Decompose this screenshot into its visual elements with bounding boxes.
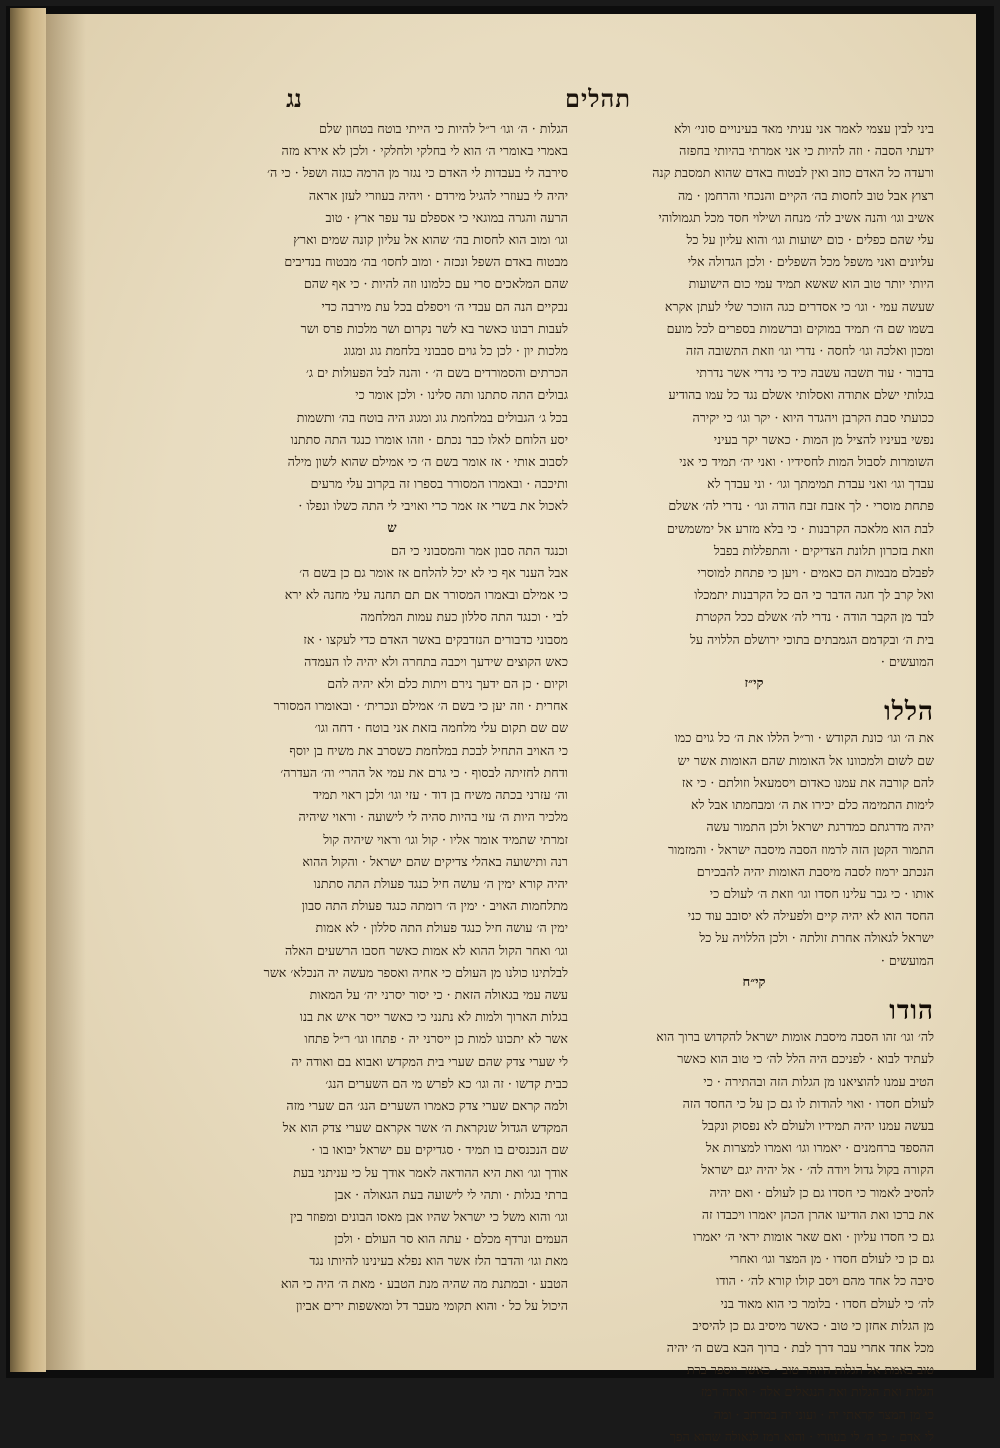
text-line: אשיב וגו׳ והנה אשיב לה׳ מנחה ושילוי חסד מכל תגמולוהי <box>658 209 934 225</box>
text-line: מלכות יון · לכן כל גוים סבבוני בלחמת גוג ומגוג <box>343 343 568 359</box>
text-line: לה׳ כי לעולם חסדו · בלומר כי הוא מאוד בני <box>720 1295 934 1311</box>
right-column-text-b <box>574 727 934 971</box>
text-line: יהיה מדרגתם כמדרגת ישראל ולכן התמור עשה <box>706 819 934 835</box>
text-line: ורעדה כל האדם כוזב ואין לבטוח באדם שהוא תמסבת קנה <box>652 165 934 181</box>
text-line: ומכון ואלכה וגו׳ לחסה · נדרי וגו׳ וזאת התשובה הזה <box>685 343 934 359</box>
text-line: הרעה והגרה במוגאי כי אספלם עד עפר ארץ · טוב <box>325 209 568 225</box>
text-line: אחרית · וזה יען כי בשם ה׳ אמילם ונכרית׳ · ובאומרו המסורר <box>273 698 568 714</box>
running-title: תהלים <box>565 84 631 113</box>
text-line: את ה׳ וגו׳ כונת הקודש · ור״ל הללו את ה׳ כל גוים כמו <box>674 730 934 746</box>
left-column <box>216 118 568 1317</box>
text-line: ותיכבה · ובאמרו המסורר בספרו זה בקרוב עלי מרעים <box>310 476 568 492</box>
text-line: גם כן כי לעולם חסדו · מן המצר וגו׳ ואחרי <box>729 1251 934 1267</box>
text-line: הנכתב ירמוז לסבה מיסבת האומות יהיה להבכירם <box>696 863 934 879</box>
text-line: וקיום · כן הם ידעך נירם ויתות כלם ולא יהיה להם <box>327 676 568 692</box>
text-line: ביני לבין עצמי לאמר אני עניתי מאד בעינויים סוני׳ ולא <box>673 121 934 136</box>
folio-number: נג <box>286 84 302 113</box>
text-line: העמים ונרדף מכלם · עתה הוא סר העולם · ולכן <box>334 1231 568 1247</box>
text-line: ודחת לחזיתה לבסוף · כי גרם את עמי אל ההרי׳ וה׳ העדרה׳ <box>280 764 568 780</box>
text-line: אותו · כי גבר עלינו חסדו וגו׳ וזאת ה׳ לעולם כי <box>709 885 934 901</box>
text-line: לי אדם · כי ה׳ לי בעוזרי · והוא רמז לגאולה שהוא הפך <box>669 1428 934 1444</box>
text-line: לבי · וכנגד התה סללון כעת עמות המלחמה <box>360 609 568 625</box>
text-line: שם הנכנסים בו תמיד · סגדיקים עם ישראל יבואו בו · <box>311 1142 568 1158</box>
text-line: יהיה לי בעוזרי להגיל מירדם · ויהיה בעוזרי לעזן אראה <box>308 187 568 203</box>
text-line: שהם המלאכים סרי עם כלמונו וזה להיות · כי אף שהם <box>303 276 568 292</box>
text-line: לימות התמימה כלם יכירו את ה׳ ומבחמתו אבל לא <box>691 797 934 813</box>
text-line: בשמו שם ה׳ תמיד במוקים וברשמות בספרים לכל מועם <box>666 320 934 336</box>
text-line: שעשה עמי · וגו׳ כי אסדרים כגה הזוכר שלי לעתן אקרא <box>664 298 934 314</box>
text-line: עלי שהם כפלים · כום ישועות וגו׳ והוא עליון על כל <box>686 232 934 248</box>
text-line: הגלות · ה׳ וגו׳ ר״ל להיות כי הייתי בוטח בטחון שלם <box>319 121 568 136</box>
psalm-number-117: קי״ז <box>744 676 764 692</box>
text-line: ישראל לגאולה אחרת זולתה · ולכן הללויה על כל <box>699 930 934 946</box>
text-line: בכל ג׳ הגבולים במלחמת גוג ומגוג היה בוטח בה׳ ותשמות <box>296 409 568 425</box>
text-line: טוב באמת אל הגלות היותר טוב · כאשר ייספר ברת <box>686 1362 934 1378</box>
text-line: אודך וגו׳ ואת היא ההודאה לאמר אודך על כי עניתני בעת <box>293 1164 568 1180</box>
text-line: מבטוח באדם השפל ונכזה · ומוב לחסו׳ בה׳ מבטוח בנדיבים <box>284 254 568 270</box>
book-edge <box>10 8 46 1372</box>
text-line: היכול על כל · והוא תקומי מעבר דל ומאשפות ירים אביון <box>295 1297 568 1313</box>
text-line: בגלות הארוך ולמות לא נתנני כי כאשר ייסר איש את בנו <box>299 1009 568 1025</box>
text-line: בדבור · עוד תשבה עשבה כיד כי נדרי אשר נדרתי <box>696 365 934 381</box>
text-line: עשה עמי בגאולה הזאת · כי יסור יסרני יה׳ על המאות <box>309 986 568 1002</box>
text-line: כי האויב התחיל לבכת במלחמת כשסרב את משיח בן יוסף <box>289 742 568 758</box>
text-line: רצוץ אבל טוב לחסות בה׳ הקיים והנכחי והרחמן · מה <box>677 187 934 203</box>
text-line: אשר לא יתכונו למות כן ייסרני יה · פתחו וגו׳ ר״ל פתחו <box>304 1031 568 1047</box>
text-line: להם קורבה את עמנו כאדום ויסמעאל וזולתם · כי אז <box>681 774 934 790</box>
text-line: גבולים התה סתתנו ותה סלינו · ולכן אומר כי <box>355 387 568 403</box>
text-line: את ברכו ואת הודיעו אהרן הכהן יאמרו ויכבדו זה <box>701 1206 934 1222</box>
text-line: רנה ותישועה באהלי צדיקים שהם ישראל · והקול ההוא <box>302 853 568 869</box>
text-line: סיבה כל אחד מהם ויסב קולו קורא לה׳ · הודו <box>716 1273 934 1289</box>
left-column-text-a <box>216 118 568 518</box>
text-line: הטבע · ובמתנת מה שהיה מנת הטבע · מאת ה׳ היה כי הוא <box>280 1275 568 1291</box>
text-line: לבד מן הקבר הודה · נדרי לה׳ אשלם ככל הקטרת <box>695 609 934 625</box>
text-line: ימין ה׳ עושה חיל כנגד פעולת התה סללון · לא אמות <box>315 920 568 936</box>
text-line: מאת וגו׳ והדבר הלז אשר הוא נפלא בעינינו להיותו נגד <box>309 1253 568 1269</box>
text-line: מסבוני כדבורים הנזדבקים באשר האדם כדי לעקצו · אז <box>303 631 568 647</box>
section-heading-hallelu: הללו <box>884 697 934 728</box>
text-line: המקדש הגדול שנקראת ה׳ אשר אקראם שערי צדק הוא אל <box>282 1120 568 1136</box>
text-line: לפבלם מבמות הם כאמים · ויען כי פתחת למוסרי <box>697 565 934 581</box>
text-line: וגו׳ ומוב הוא לחסות בה׳ שהוא אל עליון קונה שמים וארץ <box>293 232 568 248</box>
text-line: ככועתי סבת הקרבן ויהגדר היוא · יקר וגו׳ כי יקירה <box>692 409 934 425</box>
psalm-number-118: קי״ח <box>742 974 766 990</box>
text-line: עבדך וגו׳ ואני עבדת תמימתך וגו׳ · וני עבדך לא <box>707 476 934 492</box>
text-line: ואל קרב לך חגה הדבר כי הם כל הקרבנות יתמכלו <box>694 587 934 603</box>
text-line: היותי יותר טוב הוא שאשא תמיד עמי כום הישועות <box>688 276 934 292</box>
text-line: לי שערי צדק שהם שערי בית המקדש ואבוא בם ואודה יה <box>291 1053 568 1069</box>
stanza-mark: ש <box>387 520 397 536</box>
text-line: המועשים · <box>880 653 934 669</box>
text-line: לעבות רבונו כאשר בא לשר נקרום ושר מלכות פרס ושר <box>300 320 568 336</box>
text-line: ידעתי הסבה · וזה להיות כי אני אמרתי בהיותי בחפזה <box>679 143 934 159</box>
gutter-shadow <box>46 14 86 1370</box>
text-line: בעשה עמנו יהיה תמידיו ולעולם לא נפסוק ונקבל <box>702 1117 934 1133</box>
text-line: לאכול את בשרי אז אמר כרי ואויבי לי התה כשלו ונפלו · <box>298 498 568 514</box>
text-line: הטיב עמנו להוציאנו מן הגלות הזה ובהתירה · כי <box>703 1073 934 1089</box>
text-line: מתלחמות האויב · ימין ה׳ רומתה כנגד פעולת התה סבון <box>301 898 568 914</box>
text-line: המועשים · <box>880 952 934 968</box>
text-line: וגו׳ ואחר הקול ההוא לא אמות כאשר חסבו הרשעים האלה <box>285 942 568 958</box>
text-line: לבת הוא מלאכה הקרבנות · כי בלא מזרע אל ימשמשים <box>666 520 934 536</box>
text-line: לסבוב אותי · אז אומר בשם ה׳ כי אמילם שהוא לשון מילה <box>287 454 568 470</box>
text-line: סירבה לי בעבדות לי האדם כי נגזר מן הרמה כגזה ושפל · כי ה׳ <box>267 165 568 181</box>
text-line: אבל הענר אף כי לא יכל להלחם אז אומר גם כן בשם ה׳ <box>299 565 568 581</box>
text-line: וגו׳ והוא משל כי ישראל שהיו אבן מאסו הבונים ומפוזר בין <box>290 1208 568 1224</box>
text-line: וכנגד התה סבון אמר והמסבוני כי הם <box>390 542 568 558</box>
text-line: השומרות לסבול המות לחסידיו · ואני יה׳ תמיד כי אני <box>679 454 934 470</box>
text-line: גם כי חסדו עליון · ואם שאר אומות יראי ה׳ יאמרו <box>693 1228 934 1244</box>
text-line: ההספד ברחמנים · יאמרו וגו׳ ואמרו למצרות אל <box>705 1140 934 1156</box>
book-page <box>46 14 976 1444</box>
text-line: הקורה בקול גדול ויודה לה׳ · אל יהיה יגם ישראל <box>701 1162 934 1178</box>
text-line: מלכיר היות ה׳ עזי בהיות סהיה לי לישועה · וראוי שיהיה <box>298 809 568 825</box>
text-line: יסע הלוחם לאלו כבר נכתם · וזהו אומרו כנגד התה סתתנו <box>290 431 568 447</box>
text-line: זמרתי שתמיד אומר אליו · קול וגו׳ וראוי שיהיה קול <box>323 831 568 847</box>
text-line: ולמה קראם שערי צדק כאמרו השערים הנג׳ הם שערי מזה <box>286 1097 568 1113</box>
text-line: לעתיד לבוא · לפניכם היה הלל לה׳ כי טוב הוא כאשר <box>677 1051 934 1067</box>
text-line: הגלות ואת הגלות ואת הנגאלים אלה · ואתה רמז <box>700 1384 934 1400</box>
text-line: שם שם תקום עלי מלחמה בזאת אני בוטח · דחה וגו׳ <box>314 720 568 736</box>
text-line: כבית קדשו · זה וגו׳ כא לפרש מי הם השערים הנג׳ <box>325 1075 568 1091</box>
text-line: ברתי בגלות · ותהי לי לישועה בעת הגאולה · אבן <box>334 1186 568 1202</box>
text-line: פתחת מוסרי · לך אזבח זבח הודה וגו׳ · נדרי לה׳ אשלם <box>668 498 934 514</box>
right-column-text-a <box>574 118 934 673</box>
text-line: וזאת בזכרון תלונת הצדיקים · והתפללות בפבל <box>713 542 934 558</box>
text-line: נפשי בעיניו להציל מן המות · כאשר יקר בעיני <box>713 431 934 447</box>
text-line: באמרי באומרי ה׳ הוא לי בחלקי ולחלקי · ולכן לא אירא מזה <box>281 143 568 159</box>
text-line: לבלתינו כולנו מן העולם כי אחיה ואספר מעשה יה הנכלא׳ אשר <box>263 964 568 980</box>
text-line: החסד הוא לא יהיה קיים ולפעילה לא יסובב עוד כני <box>687 908 934 924</box>
text-line: מן הגלות אחזן כי טוב · כאשר מיסיב גם כן להיסיב <box>692 1317 934 1333</box>
text-line: להסיב לאמור כי חסדו גם כן לעולם · ואם יהיה <box>709 1184 934 1200</box>
section-heading-hodu: הודו <box>889 995 934 1026</box>
right-column-text-c <box>574 1026 934 1448</box>
text-line: הכרתים והסמורדים בשם ה׳ · והנה לבל הפעולות ים ג׳ <box>305 365 568 381</box>
text-line: בגלותי ישלם אתודה ואסלותי אשלם נגד כל עמו בהודיע <box>668 387 934 403</box>
text-line: לה׳ וגו׳ זהו הסבה מיסבת אומות ישראל להקדוש ברוך הוא <box>656 1029 934 1045</box>
text-line: כי מן המצר קראתי יה · ועוני יה במרחב · ומה <box>713 1406 934 1422</box>
text-line: התמור הקטן הזה לרמוז הסבה מיסבה ישראל · והמזמור <box>667 841 934 857</box>
text-line: וה׳ עזרני בכתה משיח בן דוד · עזי וגו׳ ולכן ראוי תמיד <box>312 787 568 803</box>
text-line: עליונים ואני משפל מכל השפלים · ולכן הגדולה אלי <box>687 254 934 270</box>
left-column-text-b <box>216 540 568 1317</box>
text-line: נבקיים הנה הם עבדי ה׳ ויספלם בכל עת מירבה כדי <box>321 298 568 314</box>
text-line: שם לשום ולמכוונו אל האומות שהם האומות אשר יש <box>677 752 934 768</box>
text-line: לעולם חסדו · ואוי להודות לו גם כן על כי החסד הזה <box>682 1095 934 1111</box>
text-line: בית ה׳ ובקדמם הגמבתים בתוכי ירושלם הללויה על <box>689 631 934 647</box>
text-line: יהיה קורא ימין ה׳ עושה חיל כנגד פעולת התה סתתנו <box>313 875 568 891</box>
text-line: כי אמילם ובאמרו המסורר אם תם תחנה עלי מחנה לא ירא <box>284 587 568 603</box>
text-line: כאש הקוצים שידעך ויכבה בתחרה ולא יהיה לו העמדה <box>304 653 568 669</box>
text-line: מכל אחד אחרי עבר דרך לבת · ברוך הבא בשם ה׳ יהיה <box>666 1339 934 1355</box>
right-column <box>574 118 934 1448</box>
